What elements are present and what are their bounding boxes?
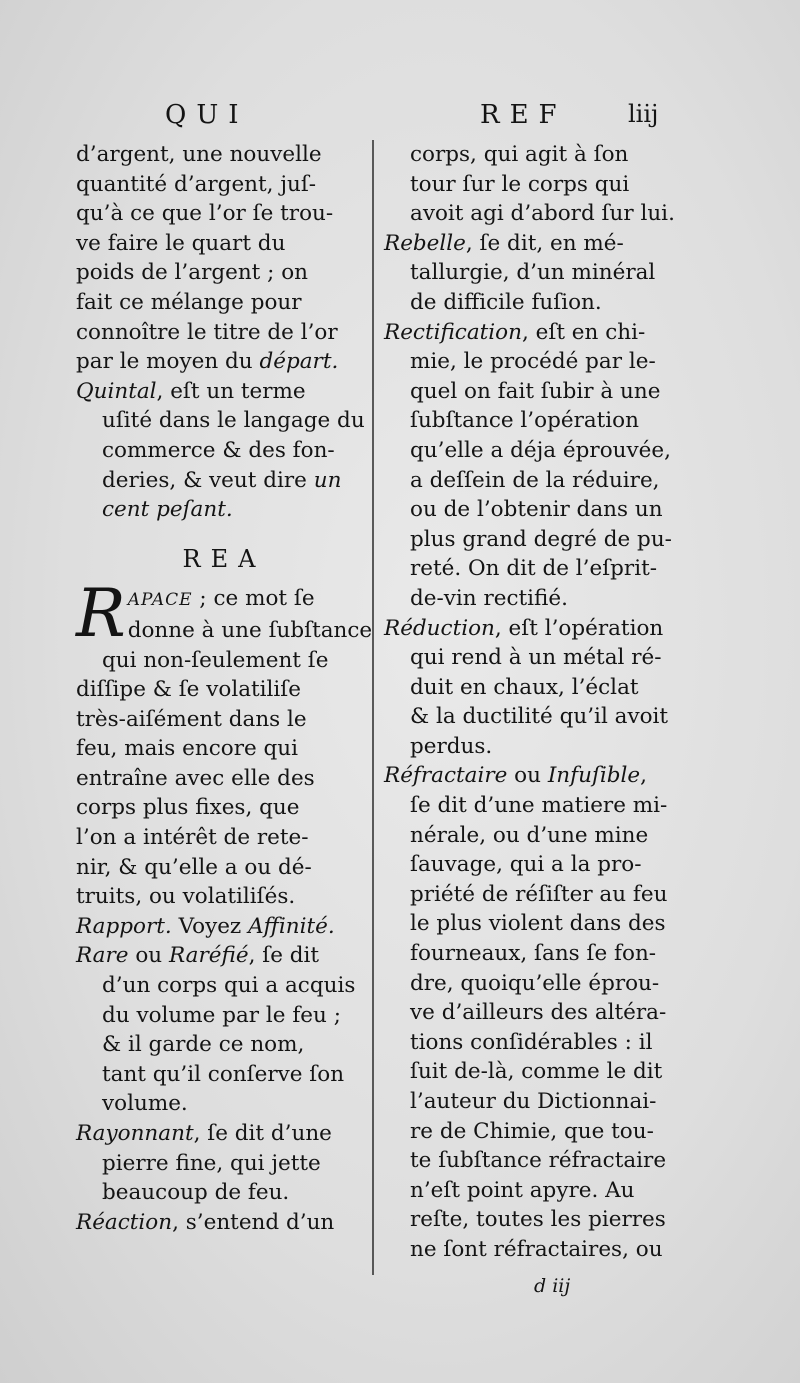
text-line: connoître le titre de l’or — [76, 319, 338, 345]
text-line: priété de réſiſter au feu — [410, 881, 668, 907]
text-line: tallurgie, d’un minéral — [410, 260, 656, 286]
text-line: ſubſtance l’opération — [410, 408, 639, 434]
text-line: truits, ou volatiliſés. — [76, 884, 296, 910]
text-line: ſe dit d’une matiere mi- — [410, 793, 668, 819]
text-line: quantité d’argent, juſ- — [76, 171, 317, 197]
text-line: qui non-ſeulement ſe — [102, 647, 329, 673]
rare-term-alt: Raréfié — [168, 943, 249, 969]
text-line: poids de l’argent ; on — [76, 260, 309, 286]
text-line: tant qu’il conſerve ſon — [102, 1061, 345, 1087]
quintal-term: Quintal — [76, 378, 157, 404]
text-line: du volume par le feu ; — [102, 1002, 341, 1028]
text-line: beaucoup de feu. — [102, 1180, 290, 1206]
column-rule — [372, 140, 374, 1275]
text-line: corps, qui agit à ſon — [410, 142, 629, 167]
text-line: qui rend à un métal ré- — [410, 645, 662, 671]
text-line: par le moyen du départ. — [76, 349, 339, 375]
text-line: re de Chimie, que tou- — [410, 1118, 654, 1144]
text-line: Rare ou Raréfié, ſe dit — [76, 943, 320, 969]
text-line: ou de l’obtenir dans un — [410, 497, 663, 523]
text-line: diſſipe & ſe volatiliſe — [76, 677, 301, 703]
text-line: RAPACE ; ce mot ſe — [76, 575, 315, 653]
text-line: ſauvage, qui a la pro- — [410, 852, 642, 878]
text-line: Réduction, eſt l’opération — [384, 615, 664, 641]
text-line: n’eſt point apyre. Au — [410, 1177, 635, 1203]
refractaire-term: Réfractaire — [384, 763, 508, 789]
text-line: Réfractaire ou Infuſible, — [384, 763, 647, 789]
text-line: avoit agi d’abord ſur lui. — [410, 201, 675, 227]
signature-mark: d iij — [534, 1275, 571, 1297]
reaction-term: Réaction — [76, 1209, 173, 1235]
text-line: d’argent, une nouvelle — [76, 142, 322, 167]
text-line: de-vin rectifié. — [410, 585, 568, 611]
text-line: de difficile fuſion. — [410, 289, 602, 315]
text-line: pierre fine, qui jette — [102, 1150, 321, 1176]
text-line: quel on fait ſubir à une — [410, 378, 661, 404]
running-head-left: QUI — [165, 100, 249, 130]
text-line: Rebelle, ſe dit, en mé- — [384, 230, 624, 256]
text-line: reſte, toutes les pierres — [410, 1207, 666, 1233]
text-line: donne à une ſubſtance — [127, 617, 373, 643]
refractaire-term-alt: Infuſible — [547, 763, 641, 789]
text-line: l’auteur du Dictionnai- — [410, 1089, 657, 1114]
text-line: Quintal, eſt un terme — [76, 378, 306, 404]
text-line: te ſubſtance réfractaire — [410, 1148, 667, 1174]
right-column — [384, 140, 704, 1265]
text-line: tour ſur le corps qui — [410, 171, 630, 197]
text-line — [76, 495, 372, 525]
cross-ref: départ. — [259, 349, 339, 375]
reduction-term: Réduction — [384, 615, 495, 641]
rapport-term: Rapport. — [76, 913, 172, 939]
text-line: fait ce mélange pour — [76, 289, 302, 315]
text-line: Rapport. Voyez Affinité. — [76, 913, 335, 939]
section-heading: REA — [182, 544, 266, 573]
drop-capital: R — [76, 575, 126, 653]
italic-phrase: cent peſant. — [102, 497, 233, 523]
rayonnant-term: Rayonnant — [76, 1121, 194, 1146]
text-line: qu’à ce que l’or ſe trou- — [76, 201, 334, 227]
text-line: nir, & qu’elle a ou dé- — [76, 854, 312, 880]
page-number: liij — [628, 100, 659, 128]
text-line: ve faire le quart du — [76, 230, 286, 256]
text-line: corps plus fixes, que — [76, 795, 300, 821]
text-line: reté. On dit de l’eſprit- — [410, 556, 657, 582]
text-line: plus grand degré de pu- — [410, 526, 672, 552]
text-line: dre, quoiqu’elle éprou- — [410, 970, 660, 996]
text-line: perdus. — [410, 733, 493, 759]
text-line: l’on a intérêt de rete- — [76, 825, 309, 851]
text-line: deries, & veut dire un — [102, 467, 342, 493]
text-line: entraîne avec elle des — [76, 765, 315, 791]
text-line: ve d’ailleurs des altéra- — [410, 1000, 667, 1026]
text-line: & la ductilité qu’il avoit — [410, 704, 669, 730]
text-line: ne ſont réfractaires, ou — [410, 1236, 663, 1262]
text-line: a deſſein de la réduire, — [410, 467, 660, 493]
cross-ref: Affinité. — [248, 913, 335, 939]
text-line: Réaction, s’entend d’un — [76, 1209, 335, 1235]
text-line: duit en chaux, l’éclat — [410, 674, 639, 700]
text-line: ſuit de-là, comme le dit — [410, 1059, 663, 1085]
text-line: tions conſidérables : il — [410, 1029, 653, 1055]
text-line: uſité dans le langage du — [102, 408, 365, 434]
text-line: Rectification, eſt en chi- — [384, 319, 646, 345]
text-line: mie, le procédé par le- — [410, 349, 656, 375]
text-line: feu, mais encore qui — [76, 736, 299, 762]
text-line: qu’elle a déja éprouvée, — [410, 437, 671, 463]
text-line: le plus violent dans des — [410, 911, 666, 937]
text-line: nérale, ou d’une mine — [410, 822, 649, 848]
running-head-right: REF — [480, 100, 567, 130]
rectification-term: Rectification — [384, 319, 522, 345]
text-line: d’un corps qui a acquis — [102, 973, 356, 999]
text-line: fourneaux, ſans ſe fon- — [410, 941, 657, 967]
left-column — [76, 140, 372, 1237]
text-line: & il garde ce nom, — [102, 1032, 305, 1058]
text-line: volume. — [102, 1091, 188, 1117]
rebelle-term: Rebelle — [384, 230, 466, 256]
text-line: très-aiſément dans le — [76, 706, 307, 732]
text-line: commerce & des fon- — [102, 437, 335, 463]
text-line: Rayonnant, ſe dit d’une — [76, 1121, 332, 1146]
rapace-term: APACE — [127, 590, 193, 611]
rare-term: Rare — [76, 943, 129, 969]
italic-phrase: un — [313, 467, 342, 493]
